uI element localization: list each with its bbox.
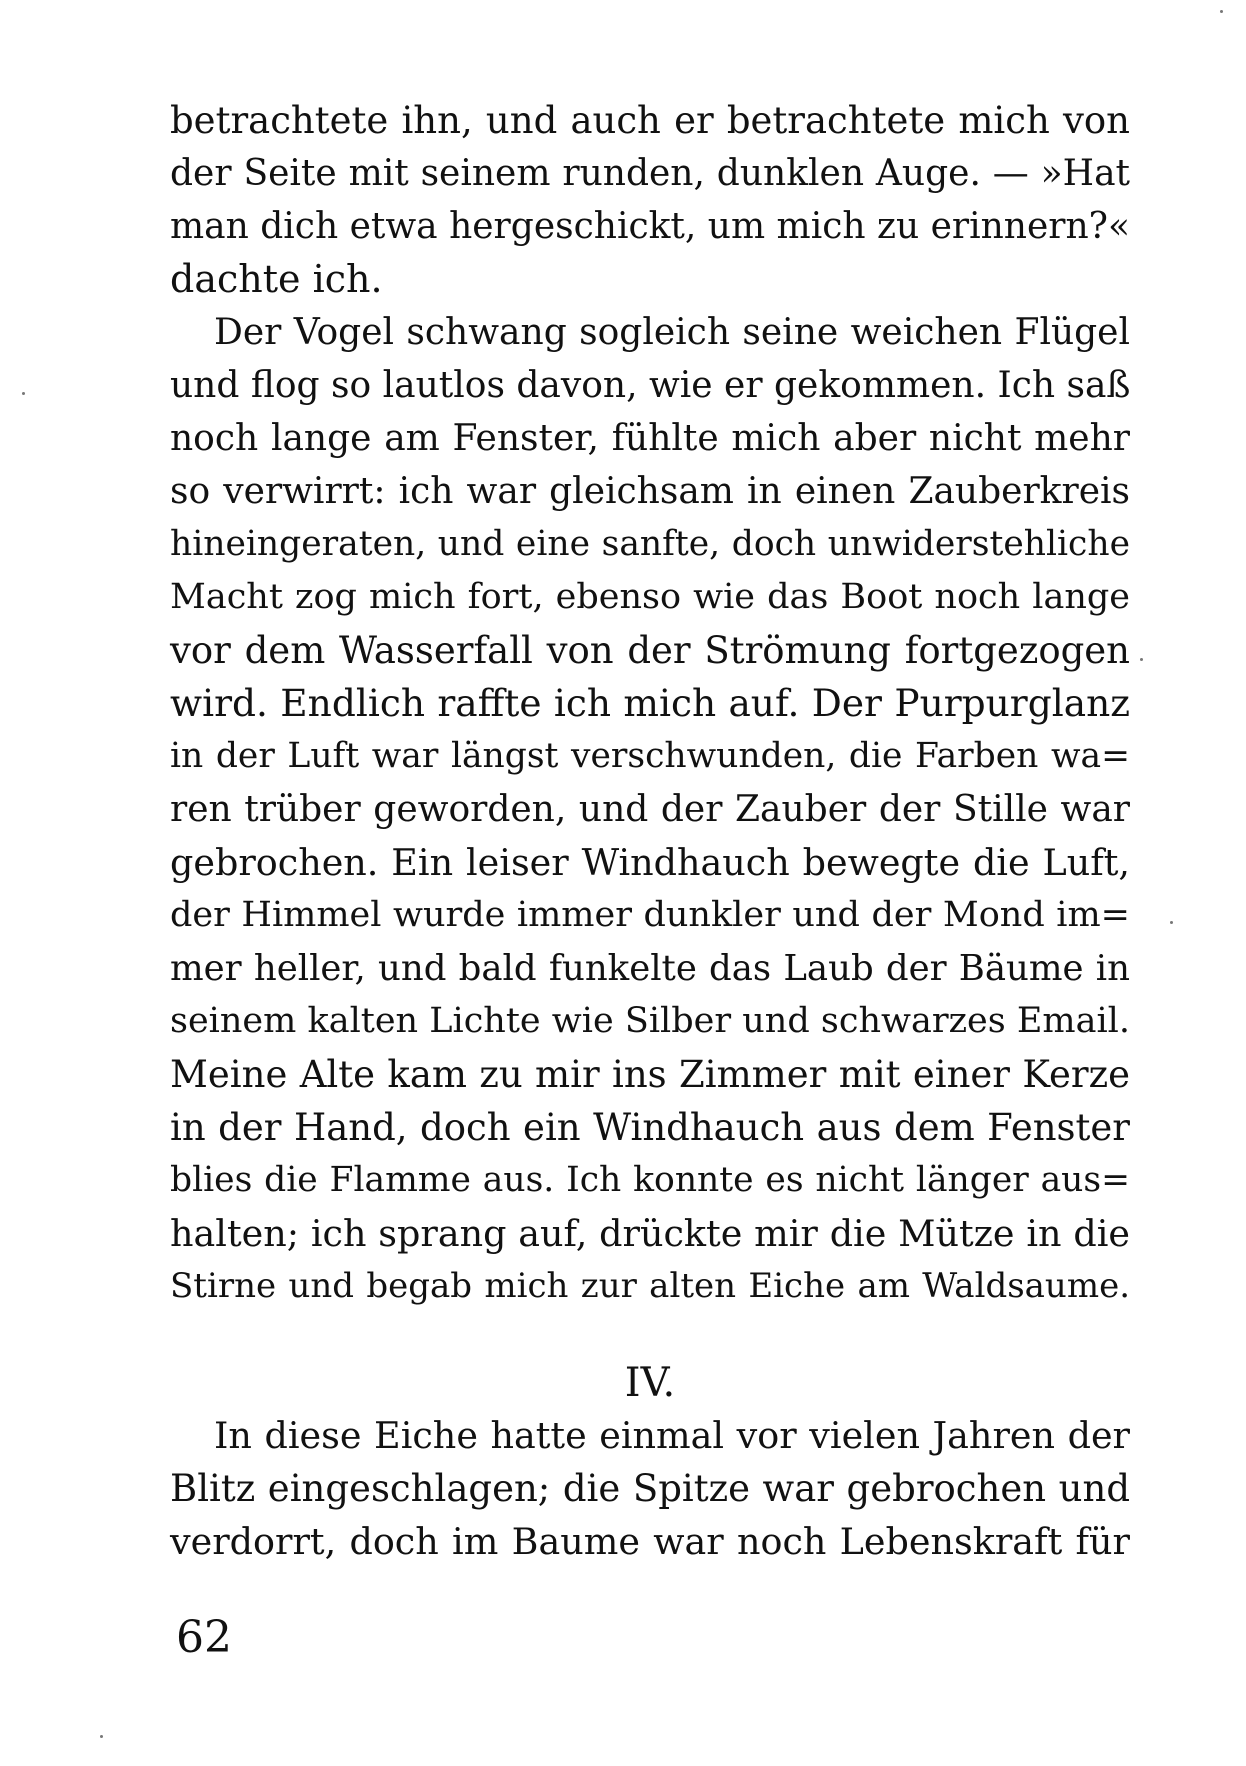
text-line: Blitz eingeschlagen; die Spitze war gebrochen und [170,1467,1130,1510]
text-line: hineingeraten, und eine sanfte, doch unwiderstehliche [170,524,1130,564]
text-line: blies die Flamme aus. Ich konnte es nicht länger aus= [170,1160,1130,1200]
text-line: seinem kalten Lichte wie Silber und schwarzes Email. [170,1001,1130,1041]
paper-speck [1220,10,1223,13]
text-line: Meine Alte kam zu mir ins Zimmer mit einer Kerze [170,1053,1130,1096]
paragraph-3 [170,1409,1130,1568]
text-line: betrachtete ihn, und auch er betrachtete mich von [170,99,1130,142]
text-line: in der Luft war längst verschwunden, die Farben wa= [170,736,1130,776]
text-line: Der Vogel schwang sogleich seine weichen Flügel [214,312,1130,353]
text-line: verdorrt, doch im Baume war noch Lebenskraft für [170,1520,1130,1563]
text-line: man dich etwa hergeschickt, um mich zu erinnern?« [170,206,1131,247]
text-line: Macht zog mich fort, ebenso wie das Boot noch lange [170,577,1130,617]
text-line: ren trüber geworden, und der Zauber der Stille war [170,789,1130,830]
text-line: und flog so lautlos davon, wie er gekommen. Ich saß [170,365,1131,406]
text-line: der Seite mit seinem runden, dunklen Auge. — »Hat [170,153,1130,194]
paper-speck [100,1735,103,1738]
paper-speck [1140,658,1143,661]
text-line: halten; ich sprang auf, drückte mir die Mütze in die [170,1212,1130,1255]
chapter-heading: IV. [624,1360,676,1406]
text-line: mer heller, und bald funkelte das Laub der Bäume in [170,948,1130,989]
paragraph-1 [170,94,1130,306]
text-line: in der Hand, doch ein Windhauch aus dem Fenster [170,1106,1130,1149]
text-line: vor dem Wasserfall von der Strömung fortgezogen [170,629,1130,672]
text-line: noch lange am Fenster, fühlte mich aber nicht mehr [170,418,1130,459]
page-number: 62 [176,1612,232,1663]
text-line: gebrochen. Ein leiser Windhauch bewegte die Luft, [170,841,1130,884]
main-text [170,94,1130,1568]
text-line: Stirne und begab mich zur alten Eiche am Waldsaume. [170,1266,1130,1306]
paper-speck [22,392,25,395]
text-line: In diese Eiche hatte einmal vor vielen Jahren der [214,1414,1130,1457]
text-line: der Himmel wurde immer dunkler und der Mond im= [170,895,1130,935]
paragraph-2 [170,306,1130,1313]
text-line: dachte ich. [170,257,383,301]
text-line: so verwirrt: ich war gleichsam in einen Zauberkreis [170,471,1130,512]
paper-speck [1170,921,1173,924]
text-line: wird. Endlich raffte ich mich auf. Der Purpurglanz [170,681,1130,725]
